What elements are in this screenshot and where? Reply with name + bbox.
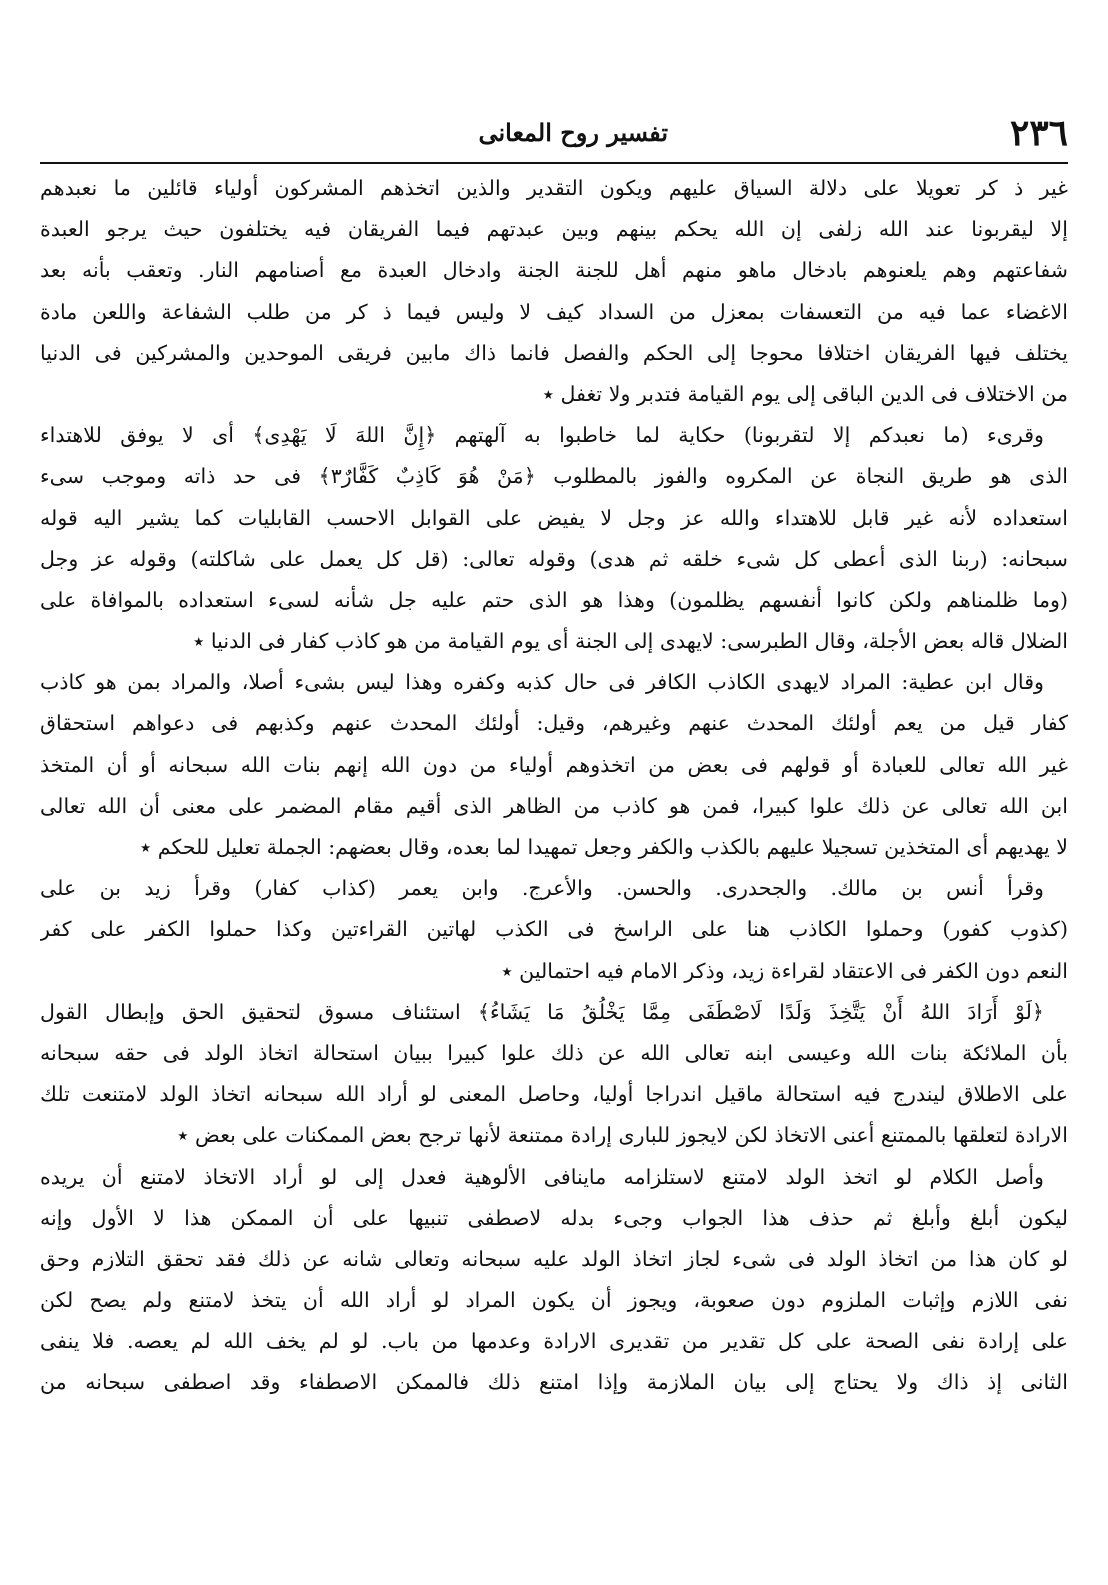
text-line: إلا ليقربونا عند الله زلفى إن الله يحكم بينهم وبين عبدتهم فيما الفريقان فيه يختلفون حيث يرجو العبدة bbox=[40, 217, 1068, 242]
text-line: وقرأ أنس بن مالك. والجحدرى. والحسن. والأعرج. وابن يعمر (كذاب كفار) وقرأ زيد بن على bbox=[40, 876, 1044, 901]
text-line: الثانى إذ ذاك ولا يحتاج إلى بيان الملازمة وإذا امتنع ذلك فالممكن الاصطفاء وقد اصطفى سبحانه من bbox=[40, 1370, 1068, 1395]
text-line: (كذوب كفور) وحملوا الكاذب هنا على الراسخ فى الكذب لهاتين القراءتين وكذا حملوا الكفر على كفر bbox=[40, 917, 1068, 942]
page-number: ٢٣٦ bbox=[1009, 112, 1068, 154]
text-line: نفى اللازم وإثبات الملزوم دون صعوبة، ويجوز أن يكون المراد لو أراد الله أن يتخذ لامتنع ولم يصح لكن bbox=[40, 1288, 1068, 1313]
text-line: على الاطلاق ليندرج فيه استحالة ماقيل اندراجا أوليا، وحاصل المعنى لو أراد الله سبحانه اتخاذ الولد لامتنعت تلك bbox=[40, 1082, 1068, 1107]
text-line: لا يهديهم أى المتخذين تسجيلا عليهم بالكذب والكفر وجعل تمهيدا لما بعده، وقال بعضهم: الجملة تعليل للحكم ٭ bbox=[140, 835, 1068, 859]
paragraph bbox=[40, 868, 1068, 992]
text-line: يختلف فيها الفريقان اختلافا محوجا إلى الحكم والفصل فانما ذاك مابين فريقى الموحدين والمشركين فى الدنيا bbox=[40, 340, 1068, 365]
paragraph bbox=[40, 992, 1068, 1157]
text-line: استعداده لأنه غير قابل للاهتداء والله عز وجل لا يفيض على القوابل الاحسب القابليات كما يشير اليه قوله bbox=[40, 505, 1068, 530]
text-line: غير ذ كر تعويلا على دلالة السياق عليهم ويكون التقدير والذين اتخذهم المشركون أولياء قائلين ما نعبدهم bbox=[40, 176, 1068, 200]
text-line: (وما ظلمناهم ولكن كانوا أنفسهم يظلمون) وهذا هو الذى حتم عليه جل شأنه لسىء استعداده بالموافاة على bbox=[40, 587, 1068, 612]
page-header bbox=[40, 112, 1068, 164]
text-line: بأن الملائكة بنات الله وعيسى ابنه تعالى الله عن ذلك علوا كبيرا ببيان استحالة اتخاذ الولد فى حقه سبحانه bbox=[40, 1040, 1068, 1065]
text-line: الضلال قاله بعض الأجلة، وقال الطبرسى: لايهدى إلى الجنة أى يوم القيامة من هو كاذب كفار فى الدنيا ٭ bbox=[193, 629, 1068, 654]
text-line: لو كان هذا من اتخاذ الولد فى شىء لجاز اتخاذ الولد عليه سبحانه وتعالى شانه عن ذلك فقد تحقق التلازم وحق bbox=[40, 1246, 1068, 1271]
paragraph bbox=[40, 168, 1068, 415]
page-body bbox=[40, 168, 1068, 1404]
text-line: وقرىء (ما نعبدكم إلا لتقربونا) حكاية لما خاطبوا به آلهتهم ﴿إِنَّ اللهَ لَا يَهْدِى﴾ أى لا يوفق للاهتداء bbox=[40, 423, 1044, 448]
text-line: وأصل الكلام لو اتخذ الولد لامتنع لاستلزامه ماينافى الألوهية فعدل إلى لو أراد الاتخاذ لامتنع أن يريده bbox=[40, 1164, 1044, 1189]
text-line: النعم دون الكفر فى الاعتقاد لقراءة زيد، وذكر الامام فيه احتمالين ٭ bbox=[501, 958, 1068, 983]
paragraph bbox=[40, 1157, 1068, 1404]
text-line: ﴿لَوْ أَرَادَ اللهُ أَنْ يَتَّخِذَ وَلَدًا لَاصْطَفَى مِمَّا يَخْلُقُ مَا يَشَاءُ﴾ استئناف مسوق لتحقيق الحق وإبطال القول bbox=[40, 999, 1044, 1024]
document-page bbox=[40, 112, 1068, 1558]
text-line: الذى هو طريق النجاة عن المكروه والفوز بالمطلوب ﴿مَنْ هُوَ كَاذِبٌ كَفَّارٌ٣﴾ فى حد ذاته وموجب سىء bbox=[40, 464, 1068, 489]
text-line: ابن الله تعالى عن ذلك علوا كبيرا، فمن هو كاذب من الظاهر الذى أقيم مقام المضمر على معنى أن الله تعالى bbox=[40, 793, 1068, 818]
text-line: الاغضاء عما فيه من التعسفات بمعزل من السداد كيف لا وليس فيما ذ كر من طلب الشفاعة واللعن مادة bbox=[40, 299, 1068, 324]
text-line: ليكون أبلغ وأبلغ ثم حذف هذا الجواب وجىء بدله لاصطفى تنبيها على أن الممكن هذا لا الأول وإنه bbox=[40, 1205, 1068, 1230]
text-line: على إرادة نفى الصحة على كل تقدير من تقديرى الارادة وعدمها من باب. لو لم يخف الله لم يعصه. فلا ينفى bbox=[40, 1329, 1068, 1354]
text-line: وقال ابن عطية: المراد لايهدى الكاذب الكافر فى حال كذبه وكفره وهذا ليس بشىء أصلا، والمراد بمن هو كاذب bbox=[40, 670, 1044, 695]
text-line: شفاعتهم وهم يلعنوهم بادخال ماهو منهم أهل للجنة الجنة وادخال العبدة مع أصنامهم النار. وتعقب بأنه بعد bbox=[40, 258, 1068, 283]
text-line: غير الله تعالى للعبادة أو قولهم فى بعض من اتخذوهم أولياء من دون الله إنهم بنات الله سبحانه أو أن المتخذ bbox=[40, 752, 1068, 777]
paragraph bbox=[40, 662, 1068, 868]
text-line: سبحانه: (ربنا الذى أعطى كل شىء خلقه ثم هدى) وقوله تعالى: (قل كل يعمل على شاكلته) وقوله عز وجل bbox=[40, 546, 1068, 571]
text-line: من الاختلاف فى الدين الباقى إلى يوم القيامة فتدبر ولا تغفل ٭ bbox=[542, 381, 1068, 406]
running-title: تفسير روح المعانى bbox=[478, 118, 668, 147]
text-line: الارادة لتعلقها بالممتنع أعنى الاتخاذ لكن لايجوز للبارى إرادة ممتنعة لأنها ترجح بعض الممكنات على بعض ٭ bbox=[177, 1123, 1068, 1148]
text-line: كفار قيل من يعم أولئك المحدث عنهم وغيرهم، وقيل: أولئك المحدث عنهم وكذبهم فى دعواهم استحقاق bbox=[40, 711, 1068, 736]
paragraph bbox=[40, 415, 1068, 662]
